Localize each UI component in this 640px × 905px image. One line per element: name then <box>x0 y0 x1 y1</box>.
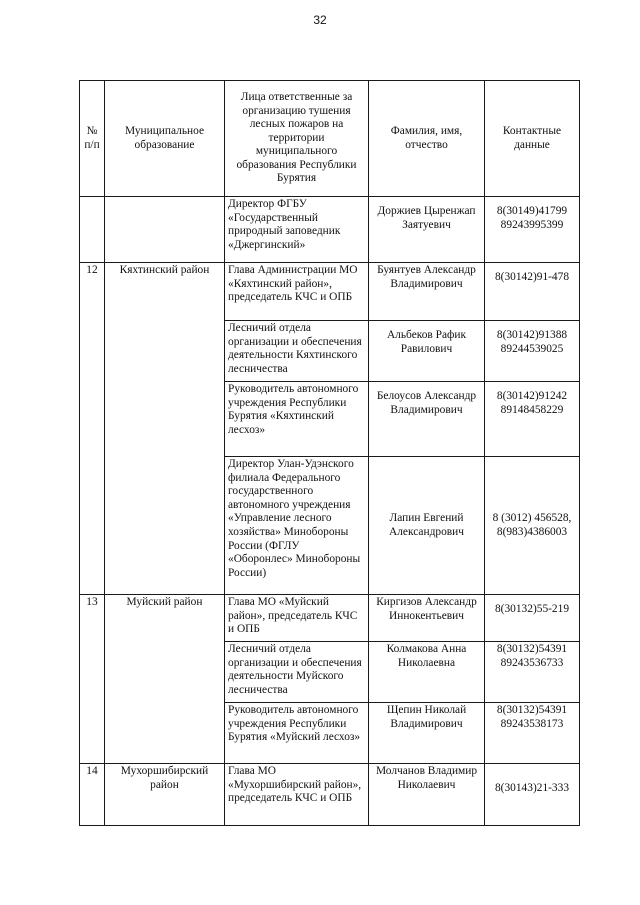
contacts-cell: 8(30142)91-478 <box>485 263 580 321</box>
contacts-cell: 8(30132)54391 89243536733 <box>485 642 580 703</box>
municipality-cell: Мухоршибирский район <box>105 764 225 826</box>
responsible-cell: Лесничий отдела организации и обеспечения деятельности Кяхтинского лесничества <box>225 321 369 382</box>
contacts-cell: 8(30132)54391 89243538173 <box>485 703 580 764</box>
table-row <box>80 263 580 321</box>
responsible-cell: Руководитель автономного учреждения Республики Бурятия «Кяхтинский лесхоз» <box>225 382 369 457</box>
responsible-cell: Директор ФГБУ «Государственный природный заповедник «Джергинский» <box>225 197 369 263</box>
responsible-cell: Глава МО «Мухоршибирский район», председатель КЧС и ОПБ <box>225 764 369 826</box>
contacts-cell: 8(30142)91242 89148458229 <box>485 382 580 457</box>
responsible-cell: Лесничий отдела организации и обеспечения деятельности Муйского лесничества <box>225 642 369 703</box>
num-cell <box>80 197 105 263</box>
responsible-cell: Глава МО «Муйский район», председатель КЧС и ОПБ <box>225 595 369 642</box>
responsible-cell: Руководитель автономного учреждения Республики Бурятия «Муйский лесхоз» <box>225 703 369 764</box>
responsible-cell: Директор Улан-Удэнского филиала Федерального государственного автономного учреждения «Управление лесного хозяйства» Минобороны России (ФГЛУ «Оборонлес» Минобороны России) <box>225 457 369 595</box>
header-responsible: Лица ответственные за организацию тушения лесных пожаров на территории муниципального образования Республики Бурятия <box>225 81 369 197</box>
header-municipality: Муниципальное образование <box>105 81 225 197</box>
table-row <box>80 197 580 263</box>
fio-cell: Молчанов Владимир Николаевич <box>369 764 485 826</box>
responsible-cell: Глава Администрации МО «Кяхтинский район», председатель КЧС и ОПБ <box>225 263 369 321</box>
fio-cell: Лапин Евгений Александрович <box>369 457 485 595</box>
page-number: 32 <box>313 13 327 27</box>
fio-cell: Буянтуев Александр Владимирович <box>369 263 485 321</box>
table-row <box>80 764 580 826</box>
municipality-cell: Муйский район <box>105 595 225 764</box>
responsible-persons-table <box>79 80 580 826</box>
contacts-cell: 8(30149)41799 89243995399 <box>485 197 580 263</box>
contacts-cell: 8(30132)55-219 <box>485 595 580 642</box>
municipality-cell: Кяхтинский район <box>105 263 225 595</box>
header-contacts: Контактные данные <box>485 81 580 197</box>
group-num-cell: 13 <box>80 595 105 764</box>
fio-cell: Доржиев Цыренжап Заятуевич <box>369 197 485 263</box>
table-row <box>80 595 580 642</box>
contacts-cell: 8(30143)21-333 <box>485 764 580 826</box>
municipality-cell <box>105 197 225 263</box>
group-num-cell: 12 <box>80 263 105 595</box>
contacts-cell: 8 (3012) 456528, 8(983)4386003 <box>485 457 580 595</box>
fio-cell: Колмакова Анна Николаевна <box>369 642 485 703</box>
fio-cell: Киргизов Александр Иннокентьевич <box>369 595 485 642</box>
fio-cell: Щепин Николай Владимирович <box>369 703 485 764</box>
table-header-row <box>80 81 580 197</box>
header-fio: Фамилия, имя, отчество <box>369 81 485 197</box>
contacts-cell: 8(30142)91388 89244539025 <box>485 321 580 382</box>
fio-cell: Белоусов Александр Владимирович <box>369 382 485 457</box>
group-num-cell: 14 <box>80 764 105 826</box>
header-num: № п/п <box>80 81 105 197</box>
fio-cell: Альбеков Рафик Равилович <box>369 321 485 382</box>
